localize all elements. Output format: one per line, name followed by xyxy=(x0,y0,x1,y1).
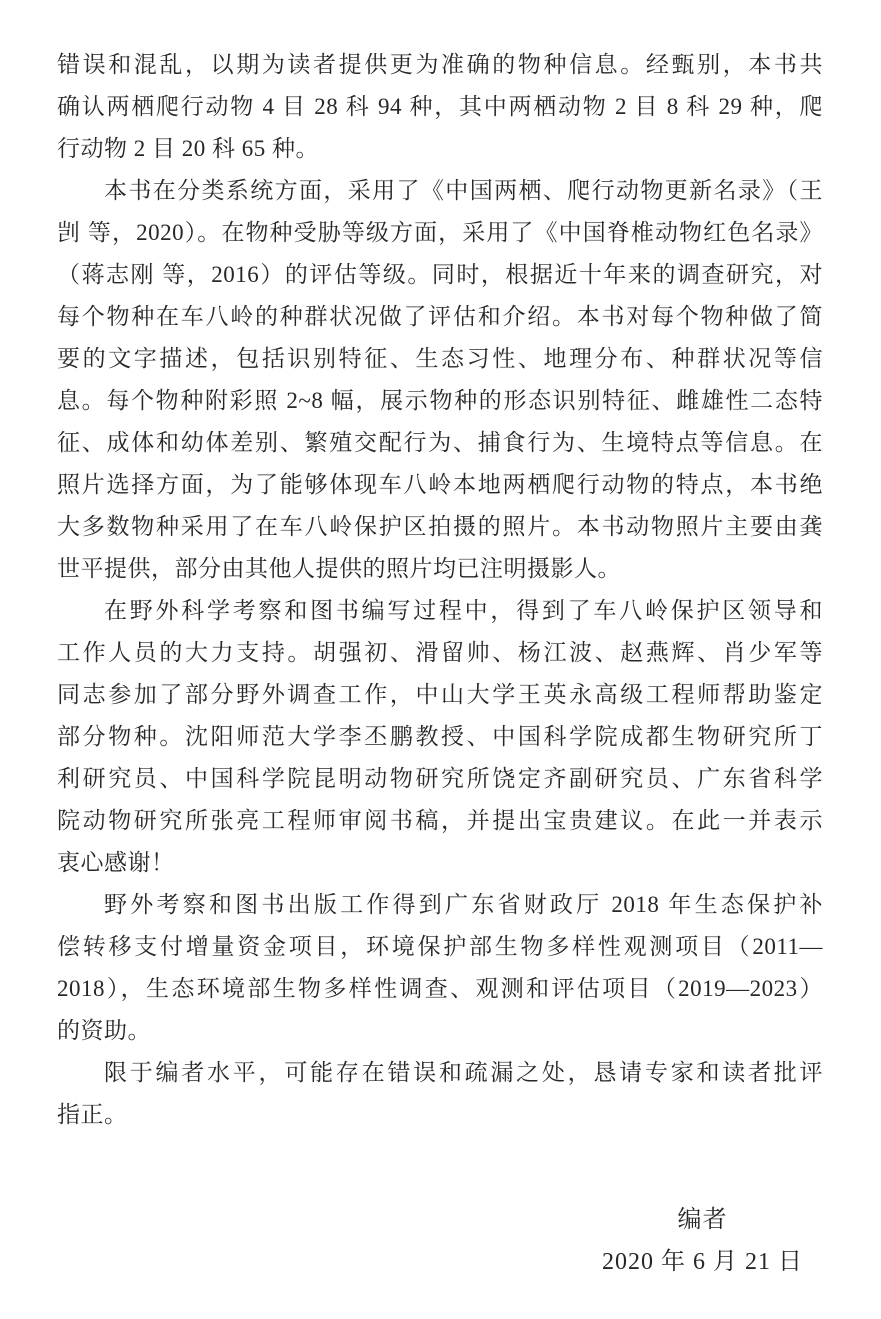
text-line: 偿转移支付增量资金项目，环境保护部生物多样性观测项目（2011— xyxy=(57,934,823,959)
text-line: 在野外科学考察和图书编写过程中，得到了车八岭保护区领导和 xyxy=(104,598,823,623)
text-line: 息。每个物种附彩照 2~8 幅，展示物种的形态识别特征、雌雄性二态特 xyxy=(57,388,823,413)
text-line: 限于编者水平，可能存在错误和疏漏之处，恳请专家和读者批评 xyxy=(104,1060,823,1085)
paragraph-acknowledgements xyxy=(57,590,823,884)
text-line: 大多数物种采用了在车八岭保护区拍摄的照片。本书动物照片主要由龚 xyxy=(57,514,823,539)
text-line: 错误和混乱，以期为读者提供更为准确的物种信息。经甄别，本书共 xyxy=(57,52,823,77)
text-line: 院动物研究所张亮工程师审阅书稿，并提出宝贵建议。在此一并表示 xyxy=(57,808,823,833)
paragraph-taxonomy-content xyxy=(57,170,823,590)
paragraph-species-count xyxy=(57,44,823,170)
text-line: 同志参加了部分野外调查工作，中山大学王英永高级工程师帮助鉴定 xyxy=(57,682,823,707)
text-line: 世平提供，部分由其他人提供的照片均已注明摄影人。 xyxy=(57,556,621,581)
text-line: （蒋志刚 等，2016）的评估等级。同时，根据近十年来的调查研究，对 xyxy=(57,262,823,287)
paragraph-apology xyxy=(57,1052,823,1136)
preface-text-block xyxy=(57,44,823,1136)
text-line: 照片选择方面，为了能够体现车八岭本地两栖爬行动物的特点，本书绝 xyxy=(57,472,823,497)
text-line: 指正。 xyxy=(57,1102,128,1127)
text-line: 剀 等，2020）。在物种受胁等级方面，采用了《中国脊椎动物红色名录》 xyxy=(57,220,823,245)
text-line: 本书在分类系统方面，采用了《中国两栖、爬行动物更新名录》（王 xyxy=(104,178,823,203)
text-line: 征、成体和幼体差别、繁殖交配行为、捕食行为、生境特点等信息。在 xyxy=(57,430,823,455)
text-line: 2018），生态环境部生物多样性调查、观测和评估项目（2019—2023） xyxy=(57,976,823,1001)
text-line: 野外考察和图书出版工作得到广东省财政厅 2018 年生态保护补 xyxy=(104,892,823,917)
text-line: 利研究员、中国科学院昆明动物研究所饶定齐副研究员、广东省科学 xyxy=(57,766,823,791)
text-line: 每个物种在车八岭的种群状况做了评估和介绍。本书对每个物种做了简 xyxy=(57,304,823,329)
text-line: 工作人员的大力支持。胡强初、滑留帅、杨江波、赵燕辉、肖少军等 xyxy=(57,640,823,665)
text-line: 确认两栖爬行动物 4 目 28 科 94 种，其中两栖动物 2 目 8 科 29 种，爬 xyxy=(57,94,823,119)
text-line: 要的文字描述，包括识别特征、生态习性、地理分布、种群状况等信 xyxy=(57,346,823,371)
text-line: 衷心感谢！ xyxy=(57,850,175,875)
text-line: 的资助。 xyxy=(57,1018,151,1043)
paragraph-funding xyxy=(57,884,823,1052)
text-line: 行动物 2 目 20 科 65 种。 xyxy=(57,136,319,161)
signature-date: 2020 年 6 月 21 日 xyxy=(602,1249,803,1275)
signature-author: 编者 xyxy=(677,1207,728,1233)
signature-block xyxy=(602,1199,803,1283)
text-line: 部分物种。沈阳师范大学李丕鹏教授、中国科学院成都生物研究所丁 xyxy=(57,724,823,749)
